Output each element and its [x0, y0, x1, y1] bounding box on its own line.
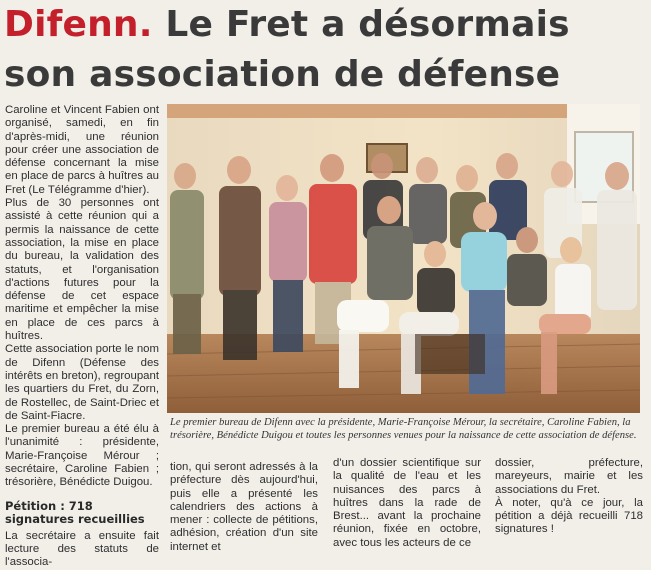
paragraph: Cette association porte le nom de Difenn (Défense des intérêts en breton), regroupant les quartiers du Fret, du Zorn, de Rostellec, de Saint-Driec et de Saint-Fiacre.	[5, 343, 159, 422]
paragraph: d'un dossier scientifique sur la qualité de l'eau et les nuisances des parcs à huîtres dans la rade de Brest... avant la prochaine réunion, fixée en octobre, avec tous les acteurs de ce	[333, 457, 481, 549]
paragraph: À noter, qu'à ce jour, la pétition a déjà recueilli 718 signatures !	[495, 496, 643, 536]
headline-kicker: Difenn.	[4, 4, 153, 45]
headline	[4, 0, 624, 100]
article-column-3	[333, 457, 481, 550]
article-column-2	[170, 461, 318, 554]
paragraph: Caroline et Vincent Fabien ont organisé, samedi, en fin d'après-midi, une réunion pour créer une association de défense concernant la mise en place de parcs à huîtres au Fret (Le Télégramme d'hier).	[5, 104, 159, 196]
group-photo-illustration	[167, 104, 640, 413]
paragraph: La secrétaire a ensuite fait lecture des statuts de l'associa-	[5, 529, 159, 569]
paragraph: Le premier bureau a été élu à l'unanimité : présidente, Marie-Françoise Mérour ; secrétaire, Caroline Fabien ; trésorière, Bénédicte Duigou.	[5, 423, 159, 489]
photo-caption: Le premier bureau de Difenn avec la présidente, Marie-Françoise Mérour, la secrétaire, Caroline Fabien, la trésorière, Bénédicte Duigou et toutes les personnes venues pour la naissance de cette association de défense.	[170, 417, 637, 441]
subheading: Pétition : 718 signatures recueillies	[5, 498, 145, 527]
paragraph: dossier, préfecture, mareyeurs, mairie et les associations du Fret.	[495, 457, 643, 496]
group-photo	[167, 104, 640, 413]
article-column-1	[5, 104, 159, 570]
article-column-4	[495, 457, 643, 537]
headline-title: Le Fret a désormais son association de défense	[4, 4, 570, 95]
paragraph: tion, qui seront adressés à la préfecture dès aujourd'hui, puis elle a présenté les calendriers des actions à mener : collecte de pétitions, adhésion, création d'un site internet et	[170, 461, 318, 553]
paragraph: Plus de 30 personnes ont assisté à cette réunion qui a permis la naissance de cette association, la mise en place du bureau, la validation des statuts, et l'organisation d'actions futures pour la défense de cet espace maritime et empêcher la mise en place de ces parcs à huîtres.	[5, 197, 159, 343]
